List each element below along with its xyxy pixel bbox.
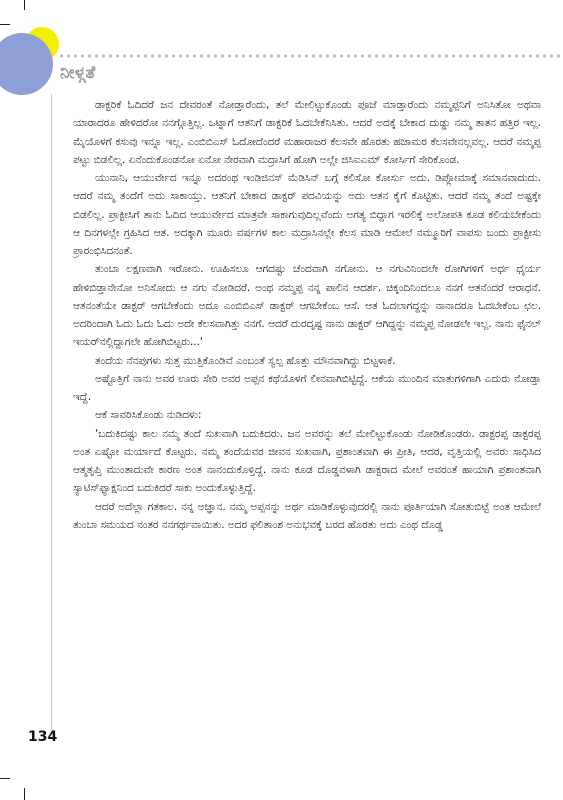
paragraph: ತುಂಬಾ ಲಕ್ಷಣವಾಗಿ ಇರೋನು. ಊಹಿಸಲೂ ಆಗದಷ್ಟು ಚೆಂದವಾಗಿ ನಗೋನು. ಆ ನಗುವಿನಿಂದಲೇ ರೋಗಿಗಳಿಗೆ ಅರ್ಧ ಧೈರ್ಯ ಹೇಳಿಬಿಡ್ತಾನೇನೋ ಅನಿಸೋದು ಆ ನಗು ನೋಡಿದರೆ. ಅಂಥ ನಮ್ಮಪ್ಪ ನನ್ನ ಪಾಲಿನ ಆದರ್ಶ. ಚಿಕ್ಕಂದಿನಿಂದಲೂ ನನಗೆ ಆತನೆಂದರೆ ಆರಾಧನೆ. ಆತನಂತೆಯೇ ಡಾಕ್ಟರ್ ಆಗಬೇಕೆಂದು ಅದೂ ಎಂಬಿಬಿಎಸ್ ಡಾಕ್ಟರ್ ಆಗಬೇಕೆಂಬ ಆಸೆ. ಆತ ಓದಲಾಗದ್ದನ್ನು ನಾನಾದರೂ ಓದಬೇಕೆಂಬ ಛಲ. ಅದರಿಂದಾಗಿ ಓದು ಓದು ಓದು ಅದೇ ಕೆಲಸವಾಗಿತ್ತು ನನಗೆ. ಆದರೆ ದುರದೃಷ್ಟ ನಾನು ಡಾಕ್ಟರ್ ಆಗಿದ್ದನ್ನು ನಮ್ಮಪ್ಪ ನೋಡಲೇ ಇಲ್ಲ. ನಾನು ಫೈನಲ್ ಇಯರ್‌ನಲ್ಲಿದ್ದಾಗಲೇ ಹೋಗಿಬಿಟ್ಟರು...' bbox=[73, 263, 541, 349]
paragraph: ತಂದೆಯ ನೆನಪುಗಳು ಸುತ್ತ ಮುತ್ತಿಕೊಂಡಿವೆ ಎಂಬಂತೆ ಸ್ವಲ್ಪ ಹೊತ್ತು ಮೌನವಾಗಿದ್ದು ಬಿಟ್ಟಳಾಕೆ. bbox=[95, 354, 396, 367]
crop-mark-bottom-left-v bbox=[24, 788, 25, 800]
dotted-rule bbox=[58, 54, 563, 58]
paragraph: ಆದರೆ ಅದೆಲ್ಲಾ ಗತಕಾಲ. ನನ್ನ ಅಜ್ಞಾನ. ನಮ್ಮ ಅಪ್ಪನನ್ನು ಅರ್ಥ ಮಾಡಿಕೊಳ್ಳುವುದರಲ್ಲಿ ನಾನು ಪೂರ್ತಿಯಾಗಿ ಸೋತುಬಿಟ್ಟೆ ಅಂತ ಆಮೇಲೆ ತುಂಬಾ ಸಮಯದ ನಂತರ ನನಗರ್ಥವಾಯಿತು. ಅದರ ಫಲಿತಾಂಶ ಅನುಭವಕ್ಕೆ ಬರದ ಹೊರತು ಅದು ಎಂಥ ದೊಡ್ಡ bbox=[73, 500, 541, 531]
paragraph: ಯುನಾನಿ, ಆಯುರ್ವೇದ ಇನ್ನೂ ಅದರಂಥ ಇಂಡಿಜಿನಸ್ ಮೆಡಿಸಿನ್ ಬಗ್ಗೆ ಕಲಿಸೋ ಕೋರ್ಸು ಅದು. ಡಿಪ್ಲೋಮಾಕ್ಕೆ ಸಮಾನವಾದುದು. ಆದರೆ ನಮ್ಮ ತಂದೆಗೆ ಅದು ಸಾಕಾಯ್ತು. ಆತನಿಗೆ ಬೇಕಾದ ಡಾಕ್ಟರ್ ಪದವಿಯನ್ನು ಅದು ಆತನ ಕೈಗೆ ಕೊಟ್ಟಿತು. ಆದರೆ ನಮ್ಮ ತಂದೆ ಅಷ್ಟಕ್ಕೇ ಬಿಡಲಿಲ್ಲ. ಪ್ರಾಕ್ಟೀಸಿಗೆ ತಾನು ಓದಿದ ಆಯುರ್ವೇದ ಮಾತ್ರವೇ ಸಾಕಾಗುವುದಿಲ್ಲವೆಂದು ಅಗತ್ಯ ಬಿದ್ದಾಗ ಇರಲಿಕ್ಕೆ ಅಲೋಪತಿ ಕೂಡ ಕಲಿಯಬೇಕೆಂದು ಆ ದಿನಗಳಲ್ಲೇ ಗ್ರಹಿಸಿದ ಆತ. ಅದಕ್ಕಾಗಿ ಮೂರು ವರ್ಷಗಳ ಕಾಲ ಮದ್ರಾಸಿನಲ್ಲೇ ಕೆಲಸ ಮಾಡಿ ಆಮೇಲೆ ನಮ್ಮೂರಿಗೆ ವಾಪಸು ಬಂದು ಪ್ರಾಕ್ಟೀಸು ಪ್ರಾರಂಭಿಸಿದನಂತೆ. bbox=[73, 172, 541, 257]
paragraph: ಡಾಕ್ಟರಿಕೆ ಓದಿದರೆ ಜನ ದೇವರಂತೆ ನೋಡ್ತಾರೆಂದು, ತಲೆ ಮೇಲಿಟ್ಟುಕೊಂಡು ಪೂಜೆ ಮಾಡ್ತಾರೆಂದು ನಮ್ಮಪ್ಪನಿಗೆ ಅನಿಸಿತೋ ಅಥವಾ ಯಾರಾದರೂ ಹೇಳಿದರೋ ನನಗ್ಗೊತ್ತಿಲ್ಲ. ಒಟ್ನಾಗೆ ಆತನಿಗೆ ಡಾಕ್ಟರಿಕೆ ಓದಬೇಕೆನಿಸಿತು. ಆದರೆ ಅದಕ್ಕೆ ಬೇಕಾದ ದುಡ್ಡು ನಮ್ಮ ತಾತನ ಹತ್ತಿರ ಇಲ್ಲ. ಮೈಯೊಳಗೆ ಕಸುವು ಇನ್ನೂ ಇಲ್ಲ. ಎಂಬಿಬಿಎಸ್ ಓದೋದೆಂದರೆ ಮಹಾರಾಜರ ಕೆಲಸವೇ ಹೊರತು ಹಜಾಮರ ಕೆಲಸವೇನಲ್ಲವಲ್ಲ. ಆದರೆ ನಮ್ಮಪ್ಪ ಪಟ್ಟು ಬಿಡಲಿಲ್ಲ. ಏನೆಂದುಕೊಂಡನೋ ಏನೋ ನೇರವಾಗಿ ಮದ್ರಾಸಿಗೆ ಹೋಗಿ ಅಲ್ಲೇ ಜಿಸಿಐಎಮ್ ಕೋರ್ಸಿಗೆ ಸೇರಿಕೊಂಡ. bbox=[73, 99, 541, 166]
paragraph: ಆಕೆ ಸಾವರಿಸಿಕೊಂಡು ನುಡಿದಳು: bbox=[95, 409, 202, 422]
paragraph: ಅಷ್ಟೊತ್ತಿಗೆ ನಾನು ಅವರ ಊರು ಸೇರಿ ಅವರ ಅಪ್ಪನ ಕಥೆಯೊಳಗೆ ಲೀನವಾಗಿಬಿಟ್ಟಿದ್ದೆ. ಆಕೆಯ ಮುಂದಿನ ಮಾತುಗಳಿಗಾಗಿ ಎದುರು ನೋಡ್ತಾ ಇದ್ದೆ. bbox=[73, 372, 541, 403]
page-number: 134 bbox=[28, 729, 58, 745]
body-text bbox=[73, 96, 541, 534]
paragraph: ‘ಬದುಕಿದಷ್ಟು ಕಾಲ ನಮ್ಮ ತಂದೆ ಸುಖವಾಗಿ ಬದುಕಿದರು. ಜನ ಅವರನ್ನು ತಲೆ ಮೇಲಿಟ್ಟುಕೊಂಡು ನೋಡಿಕೊಂಡರು. ಡಾಕ್ಟರಪ್ಪ ಡಾಕ್ಟರಪ್ಪ ಅಂತ ಎಷ್ಟೋ ಮರ್ಯಾದೆ ಕೊಟ್ಟರು. ನಮ್ಮ ತಂದೆಯವರ ಜೀವನ ಸುಖವಾಗಿ, ಪ್ರಶಾಂತವಾಗಿ ಈ ಪ್ರೀತಿ, ಆದರ, ವೃತ್ತಿಯಲ್ಲಿ ಅವರು ಸಾಧಿಸಿದ ಆತ್ಮತೃಪ್ತಿ ಮುಂತಾದುವೇ ಕಾರಣ ಅಂತ ನಾನಂದುಕೊಳ್ತಿದ್ದೆ. ನಾನು ಕೂಡ ದೊಡ್ಡವಳಾಗಿ ಡಾಕ್ಟರಾದ ಮೇಲೆ ಅವರಂತೆ ಹಾಯಾಗಿ ಪ್ರಶಾಂತವಾಗಿ ಸ್ಯಾಟಿಸ್‌ಫ್ಯಾಕ್ಷನಿಂದ ಬದುಕಿದರೆ ಸಾಕು ಅಂದುಕೊಳ್ಳುತ್ತಿದ್ದೆ. bbox=[73, 427, 541, 495]
crop-mark-bottom-left-h bbox=[0, 778, 10, 779]
section-title: ನೀಳ್ಗತೆ bbox=[60, 63, 96, 83]
margin-rule bbox=[51, 94, 52, 734]
